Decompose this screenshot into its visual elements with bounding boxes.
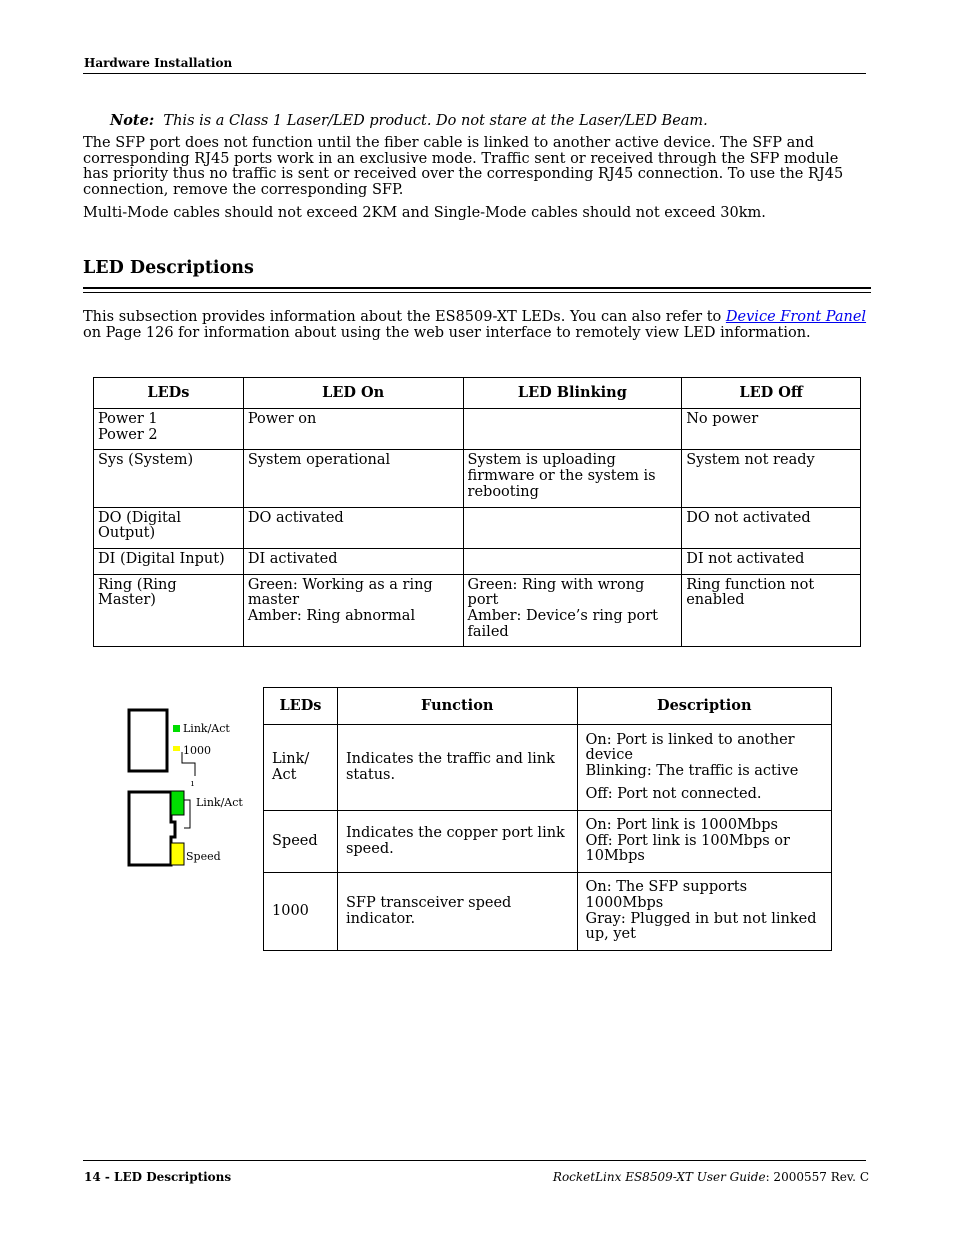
table-row	[264, 725, 832, 811]
table-row	[94, 548, 861, 574]
table-row	[94, 409, 861, 450]
table-cell-led: 1000	[264, 873, 338, 951]
footer-doc-title: RocketLinx ES8509-XT User Guide	[552, 1170, 766, 1184]
sfp-paragraph: The SFP port does not function until the fiber cable is linked to another active device. The SFP and corresponding RJ45 ports work in an exclusive mode. Traffic sent or received through the SFP module has priority thus no traffic is sent or received over the corresponding RJ45 connection. To use the RJ45 connection, remove the corresponding SFP.	[83, 135, 844, 199]
led-diagram	[120, 700, 260, 875]
section-heading: LED Descriptions	[83, 258, 254, 278]
col-header-led-on: LED On	[243, 378, 463, 409]
col-header-function: Function	[337, 688, 577, 725]
table-cell-led: Speed	[264, 811, 338, 873]
col-header-leds: LEDs	[264, 688, 338, 725]
description-line: On: The SFP supports 1000Mbps Gray: Plugged in but not linked up, yet	[585, 879, 817, 943]
heading-rule-thick	[83, 287, 871, 289]
table-cell-on: DO activated	[243, 507, 463, 548]
table-cell-led: Ring (Ring Master)	[94, 574, 244, 647]
table-cell-blink	[463, 409, 682, 450]
table-cell-on: Green: Working as a ring master Amber: Ring abnormal	[243, 574, 463, 647]
table-cell-blink: System is uploading firmware or the system is rebooting	[463, 450, 682, 507]
table-cell-blink	[463, 548, 682, 574]
rj45-link-led	[171, 791, 184, 815]
table-row	[264, 811, 832, 873]
laser-note	[110, 112, 708, 129]
heading-rule-thin	[83, 292, 871, 293]
table-cell-off: DO not activated	[682, 507, 861, 548]
leader-mark: ı	[191, 779, 194, 789]
table-row	[264, 873, 832, 951]
header-rule	[83, 73, 866, 74]
table-cell-on: System operational	[243, 450, 463, 507]
cables-paragraph: Multi-Mode cables should not exceed 2KM and Single-Mode cables should not exceed 30km.	[83, 205, 766, 221]
col-header-led-off: LED Off	[682, 378, 861, 409]
table-cell-led: Power 1 Power 2	[94, 409, 244, 450]
col-header-description: Description	[577, 688, 832, 725]
table-row	[94, 450, 861, 507]
intro-text-before: This subsection provides information about the ES8509-XT LEDs. You can also refer to	[83, 309, 726, 325]
led-status-table	[93, 377, 861, 647]
table-cell-function: Indicates the traffic and link status.	[337, 725, 577, 811]
table-cell-led: DI (Digital Input)	[94, 548, 244, 574]
col-header-leds: LEDs	[94, 378, 244, 409]
table-cell-on: DI activated	[243, 548, 463, 574]
table-cell-on: Power on	[243, 409, 463, 450]
description-line: On: Port is linked to another device Blinking: The traffic is active	[585, 731, 799, 779]
table-cell-description	[577, 811, 832, 873]
rj45-link-label: Link/Act	[196, 796, 243, 809]
table-header-row	[264, 688, 832, 725]
note-label: Note:	[110, 112, 155, 129]
rj45-port-outline	[129, 792, 175, 865]
footer-doc-label	[553, 1170, 869, 1184]
table-cell-function: SFP transceiver speed indicator.	[337, 873, 577, 951]
table-cell-led: Sys (System)	[94, 450, 244, 507]
col-header-led-blinking: LED Blinking	[463, 378, 682, 409]
sfp-port-outline	[129, 710, 167, 771]
header-title: Hardware Installation	[84, 56, 233, 70]
table-cell-blink	[463, 507, 682, 548]
table-cell-off: DI not activated	[682, 548, 861, 574]
table-cell-off: No power	[682, 409, 861, 450]
rj45-speed-led	[171, 843, 184, 865]
table-cell-off: Ring function not enabled	[682, 574, 861, 647]
table-row	[94, 574, 861, 647]
note-text: This is a Class 1 Laser/LED product. Do not stare at the Laser/LED Beam.	[163, 113, 708, 129]
table-row	[94, 507, 861, 548]
footer-rule	[83, 1160, 866, 1161]
rj45-speed-label: Speed	[186, 850, 221, 863]
table-cell-function: Indicates the copper port link speed.	[337, 811, 577, 873]
sfp-link-label: Link/Act	[183, 722, 230, 735]
description-line: On: Port link is 1000Mbps Off: Port link is 100Mbps or 10Mbps	[585, 816, 790, 865]
sfp-speed-led	[173, 746, 180, 751]
rj45-leader-line	[184, 800, 190, 828]
footer-doc-number: : 2000557 Rev. C	[765, 1170, 869, 1184]
sfp-link-led	[173, 725, 180, 732]
table-cell-description	[577, 725, 832, 811]
table-cell-led: DO (Digital Output)	[94, 507, 244, 548]
intro-paragraph	[83, 310, 868, 341]
table-cell-description	[577, 873, 832, 951]
footer-page-label: 14 - LED Descriptions	[84, 1170, 232, 1184]
intro-text-after: on Page 126 for information about using the web user interface to remotely view LED information.	[83, 324, 811, 341]
sfp-speed-label: 1000	[183, 744, 211, 757]
device-front-panel-link[interactable]: Device Front Panel	[725, 309, 867, 325]
description-line: Off: Port not connected.	[585, 785, 762, 802]
table-cell-led: Link/ Act	[264, 725, 338, 811]
port-led-table	[263, 687, 832, 951]
table-header-row	[94, 378, 861, 409]
table-cell-off: System not ready	[682, 450, 861, 507]
table-cell-blink: Green: Ring with wrong port Amber: Device’s ring port failed	[463, 574, 682, 647]
